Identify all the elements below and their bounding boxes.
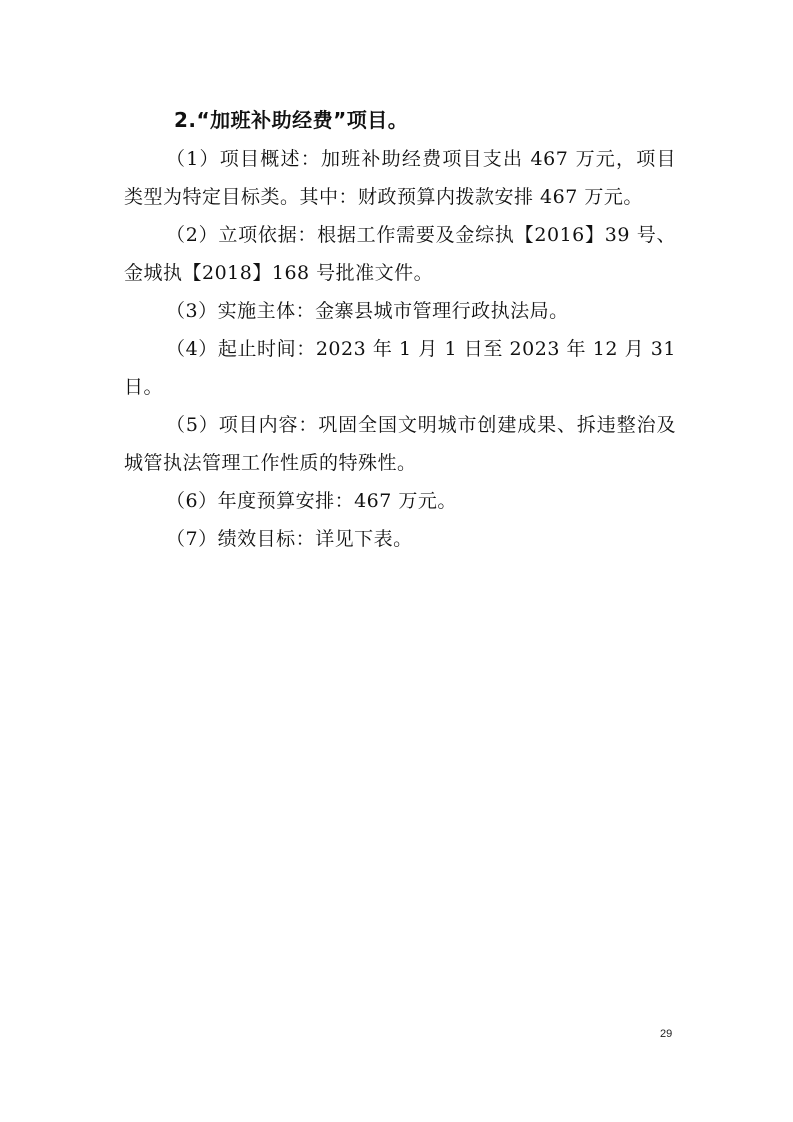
paragraph-basis: （2）立项依据：根据工作需要及金综执【2016】39 号、金城执【2018】168 号批准文件。 [124,224,676,284]
paragraph-period: （4）起止时间：2023 年 1 月 1 日至 2023 年 12 月 31 日。 [124,338,676,398]
paragraph-implementer: （3）实施主体：金寨县城市管理行政执法局。 [166,300,569,322]
section-heading: 2.“加班补助经费”项目。 [174,108,409,132]
paragraph-content: （5）项目内容：巩固全国文明城市创建成果、拆违整治及城管执法管理工作性质的特殊性。 [124,414,676,474]
page-number: 29 [660,1028,673,1040]
paragraph-overview: （1）项目概述：加班补助经费项目支出 467 万元，项目类型为特定目标类。其中：财政预算内拨款安排 467 万元。 [124,148,676,208]
paragraph-budget: （6）年度预算安排：467 万元。 [166,490,457,512]
paragraph-goals: （7）绩效目标：详见下表。 [166,528,413,550]
document-body [124,100,676,558]
